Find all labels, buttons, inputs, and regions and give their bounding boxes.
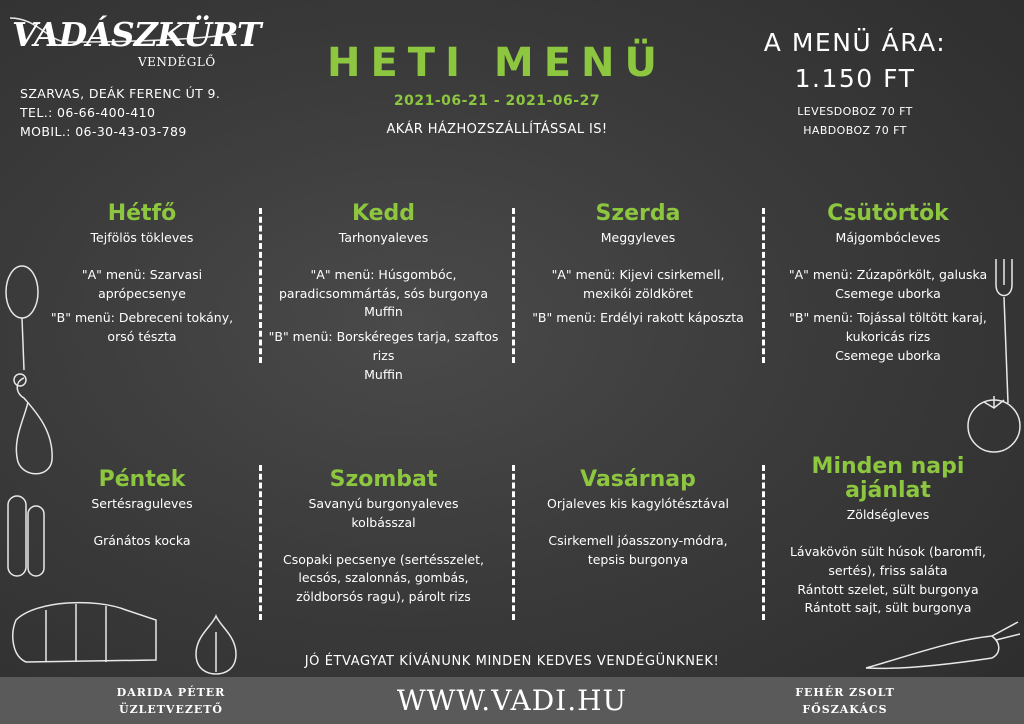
day-name: Vasárnap bbox=[580, 467, 696, 492]
menu-b: "B" menü: Debreceni tokány, orsó tészta bbox=[50, 310, 234, 345]
menu-a: Csopaki pecsenye (sertésszelet, lecsós, szalonnás, gombás, zöldborsós ragu), párolt rizs bbox=[283, 551, 484, 605]
soup: Májgombócleves bbox=[835, 230, 941, 246]
footer-message: JÓ ÉTVAGYAT KÍVÁNUNK MINDEN KEDVES VENDÉGÜNKNEK! bbox=[304, 654, 720, 669]
spoon-icon bbox=[0, 262, 50, 372]
logo-text: VADÁSZKÜRT bbox=[12, 15, 261, 54]
day-thursday bbox=[772, 202, 1004, 372]
signature-manager bbox=[96, 685, 246, 718]
signature-chef bbox=[770, 685, 920, 718]
daily-offer-title: Minden napi ajánlat bbox=[811, 454, 965, 504]
daily-offer bbox=[772, 455, 1004, 624]
day-sunday bbox=[518, 468, 758, 575]
day-wednesday bbox=[518, 202, 758, 334]
day-tuesday bbox=[266, 202, 501, 390]
soup: Orjaleves kis kagylótésztával bbox=[547, 496, 729, 512]
menu-a: "A" menü: Szarvasi aprópecsenye bbox=[81, 266, 203, 301]
menu-a: "A" menü: Zúzapörkölt, galuska bbox=[788, 266, 988, 282]
price-label: A MENÜ ÁRA: bbox=[763, 28, 947, 57]
page-title: HETI MENÜ bbox=[327, 40, 667, 86]
menu-a: Gránátos kocka bbox=[93, 532, 191, 548]
price-extra-foambox: HABDOBOZ 70 FT bbox=[803, 124, 907, 137]
day-name: Csütörtök bbox=[827, 201, 949, 226]
carrot-icon bbox=[862, 618, 1022, 678]
address-phone: TEL.: 06-66-400-410 bbox=[20, 105, 156, 120]
day-name: Szerda bbox=[595, 201, 681, 226]
chef-role: FŐSZAKÁCS bbox=[802, 702, 888, 716]
price-value: 1.150 FT bbox=[794, 64, 916, 93]
logo-subtitle: VENDÉGLŐ bbox=[138, 55, 216, 69]
divider bbox=[512, 208, 515, 363]
menu-a-side: Csemege uborka bbox=[835, 285, 941, 301]
menu-a-dessert: Muffin bbox=[364, 304, 403, 320]
manager-role: ÜZLETVEZETŐ bbox=[118, 702, 224, 716]
menu-b-side: Csemege uborka bbox=[835, 347, 941, 363]
day-saturday bbox=[266, 468, 501, 613]
day-name: Kedd bbox=[351, 201, 416, 226]
daily-item-schnitzel: Rántott szelet, sült burgonya bbox=[797, 581, 979, 597]
chef-name: FEHÉR ZSOLT bbox=[795, 686, 895, 699]
menu-a: Csirkemell jóasszony-módra, tepsis burgonya bbox=[548, 532, 728, 567]
divider bbox=[259, 465, 262, 620]
chicken-leg-icon bbox=[4, 370, 64, 480]
divider bbox=[512, 465, 515, 620]
manager-name: DARIDA PÉTER bbox=[116, 686, 226, 699]
date-range: 2021-06-21 - 2021-06-27 bbox=[393, 93, 601, 109]
soup: Zöldségleves bbox=[846, 507, 930, 523]
menu-a: "A" menü: Húsgombóc, paradicsommártás, sós burgonya bbox=[279, 266, 488, 301]
menu-b-dessert: Muffin bbox=[364, 366, 403, 382]
divider bbox=[762, 208, 765, 363]
delivery-note: AKÁR HÁZHOZSZÁLLÍTÁSSAL IS! bbox=[386, 122, 608, 137]
soup: Sertésraguleves bbox=[91, 496, 193, 512]
divider bbox=[762, 465, 765, 620]
daily-item-cheese: Rántott sajt, sült burgonya bbox=[804, 600, 972, 616]
soup: Tarhonyaleves bbox=[338, 230, 429, 246]
menu-b: "B" menü: Erdélyi rakott káposzta bbox=[532, 310, 744, 326]
day-name: Hétfő bbox=[107, 201, 177, 226]
soup: Meggyleves bbox=[600, 230, 676, 246]
divider bbox=[259, 208, 262, 363]
sausage-icon bbox=[0, 490, 50, 590]
day-name: Péntek bbox=[98, 467, 186, 492]
daily-item-grill: Lávakövön sült húsok (baromfi, sertés), friss saláta bbox=[789, 544, 987, 578]
address-street: SZARVAS, DEÁK FERENC ÚT 9. bbox=[20, 86, 221, 101]
menu-b: "B" menü: Borskéreges tarja, szaftos rizs bbox=[268, 329, 499, 363]
menu-b: "B" menü: Tojással töltött karaj, kukoricás rizs bbox=[789, 310, 987, 345]
fork-icon bbox=[990, 255, 1024, 405]
soup: Savanyú burgonyaleves kolbásszal bbox=[308, 496, 459, 530]
day-friday bbox=[42, 468, 242, 557]
day-monday bbox=[42, 202, 242, 353]
day-name: Szombat bbox=[329, 467, 438, 492]
address-mobile: MOBIL.: 06-30-43-03-789 bbox=[20, 124, 187, 139]
price-extra-soupbox: LEVESDOBOZ 70 FT bbox=[797, 105, 913, 118]
menu-a: "A" menü: Kijevi csirkemell, mexikói zöldköret bbox=[551, 266, 725, 301]
website-link[interactable]: WWW.VADI.HU bbox=[396, 684, 628, 717]
soup: Tejfölös tökleves bbox=[90, 230, 194, 246]
